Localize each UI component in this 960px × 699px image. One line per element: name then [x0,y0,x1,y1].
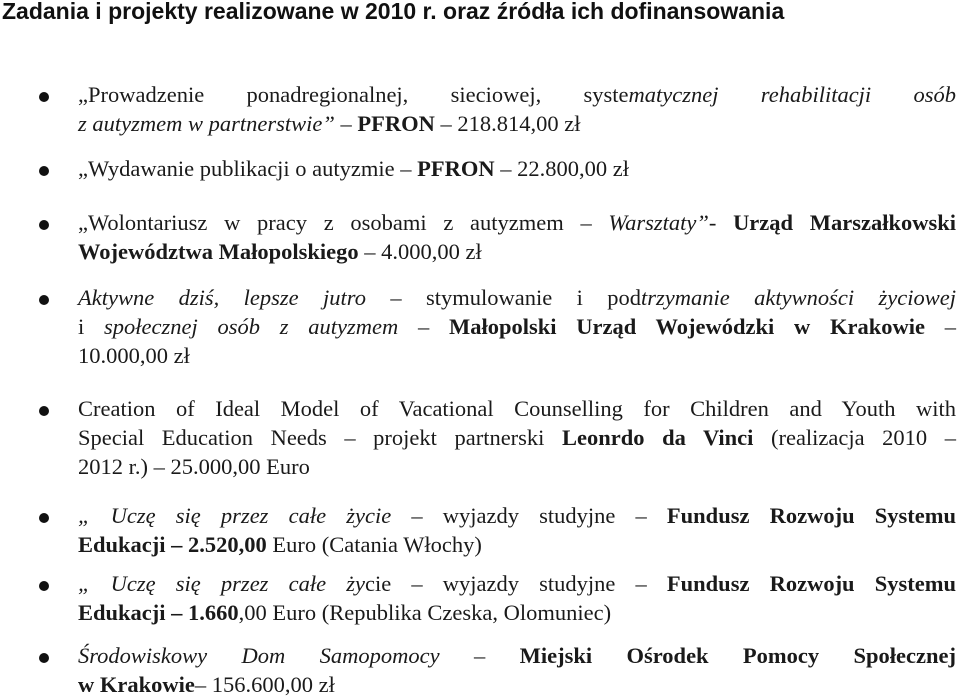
text-segment: Edukacji – 1.660 [78,600,239,625]
text-segment: PFRON [357,111,435,136]
text-segment: Fundusz Rozwoju Systemu [666,571,956,596]
list-item-line [78,80,956,109]
text-segment: – 4.000,00 zł [358,239,482,264]
text-segment: Special Education Needs – projekt partnerski [78,425,562,450]
text-segment: – [439,643,520,668]
list-item-line [78,283,956,312]
text-segment: trzymanie aktywności życiowej [641,285,956,310]
text-segment: i [78,314,104,339]
text-segment: – 22.800,00 zł [494,156,630,181]
text-segment: PFRON [417,156,495,181]
bullet-icon [39,92,49,102]
text-segment: ,00 Euro (Republika Czeska, Olomuniec) [238,600,612,625]
text-segment: – 156.600,00 zł [194,672,335,697]
list-item-line [78,154,956,183]
bullet-icon [39,166,49,176]
text-segment: Urząd Marszałkowski [733,210,956,235]
text-segment: Miejski Ośrodek Pomocy Społecznej [519,643,956,668]
text-segment: Aktywne dziś, lepsze jutro [78,285,366,310]
text-segment: (realizacja 2010 – [753,425,956,450]
bullet-icon [39,513,49,523]
text-segment: Leonrdo da Vinci [562,425,754,450]
list-item-line [78,501,956,530]
text-segment: – [925,314,957,339]
bullet-icon [39,406,49,416]
text-segment: „Wydawanie publikacji o autyzmie – [78,156,418,181]
bullet-icon [39,220,49,230]
list-item-line [78,109,956,138]
text-segment: Creation of Ideal Model of Vacational Counselling for Children and Youth with [78,396,956,421]
list-item-line [78,312,956,341]
list-item-line [78,237,956,266]
list-item-line [78,394,956,423]
bullet-icon [39,295,49,305]
text-segment: „ Uczę się przez całe życie [78,503,392,528]
list-item-line [78,530,956,559]
text-segment: – [398,314,449,339]
text-segment: Warsztaty” [608,210,709,235]
list-item [78,569,956,627]
list-item [78,208,956,266]
text-segment: Fundusz Rozwoju Systemu [666,503,956,528]
list-item [78,641,956,699]
list-item [78,80,956,138]
text-segment: Edukacji – 2.520,00 [78,532,267,557]
text-segment: w Krakowie [78,672,195,697]
text-segment: – wyjazdy studyjne – [391,503,667,528]
list-item-line [78,341,956,370]
text-segment: „ Uczę się przez całe ży [78,571,365,596]
list-item-line [78,670,956,699]
text-segment: – 218.814,00 zł [434,111,581,136]
list-item-line [78,452,956,481]
text-segment: – [334,111,358,136]
list-item-line [78,569,956,598]
text-segment: Województwa Małopolskiego [78,239,359,264]
text-segment: społecznej osób z autyzmem [104,314,399,339]
list-item [78,283,956,370]
bullet-icon [39,581,49,591]
list-item [78,394,956,481]
text-segment: cie – wyjazdy studyjne – [364,571,667,596]
text-segment: - [708,210,734,235]
text-segment: „Wolontariusz w pracy z osobami z autyzmem – [78,210,609,235]
list-item-line [78,641,956,670]
text-segment: – stymulowanie i pod [365,285,642,310]
list-item-line [78,423,956,452]
list-item-line [78,208,956,237]
text-segment: Środowiskowy Dom Samopomocy [78,643,440,668]
list-item [78,154,956,183]
page-title: Zadania i projekty realizowane w 2010 r. oraz źródła ich dofinansowania [2,0,785,24]
list-item-line [78,598,956,627]
text-segment: 10.000,00 zł [78,343,190,368]
text-segment: Małopolski Urząd Wojewódzki w Krakowie [448,314,926,339]
text-segment: 2012 r.) – 25.000,00 Euro [78,454,310,479]
bullet-icon [39,653,49,663]
list-item [78,501,956,559]
text-segment: Euro (Catania Włochy) [266,532,482,557]
text-segment: „Prowadzenie ponadregionalnej, sieciowej, syste [78,82,629,107]
text-segment: matycznej rehabilitacji osób [628,82,956,107]
text-segment: z autyzmem w partnerstwie” [78,111,335,136]
